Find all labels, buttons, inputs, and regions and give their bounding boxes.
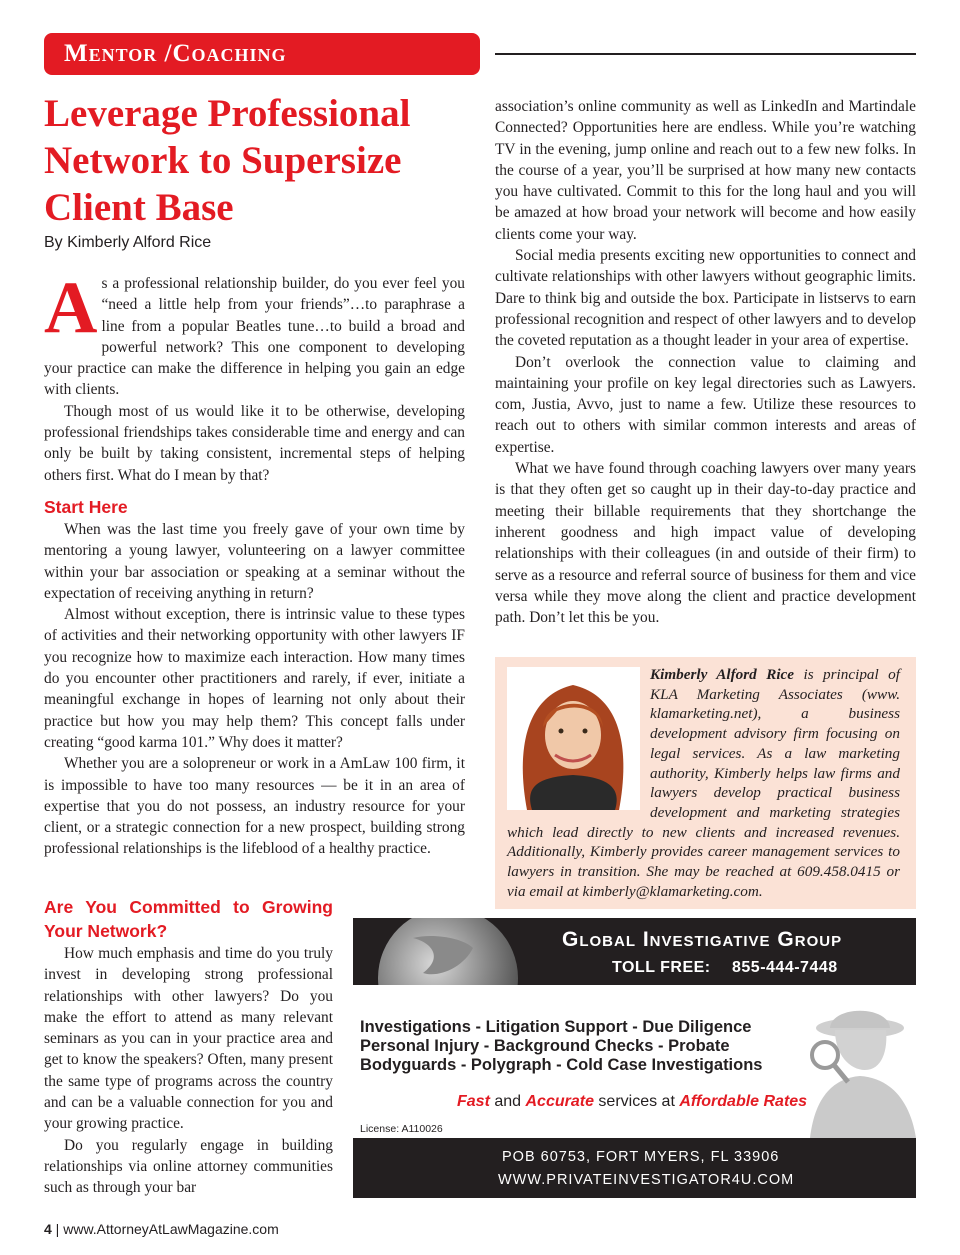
right-paragraph-2: Social media presents exciting new opportunities to connect and cultivate relationships with other lawyers without geographic limits. Dare to think big and outside the box. Participate in listservs to earn professional recognition and respect of other lawyers and to develop the coveted reputation as a thought leader in your area of expertise. (495, 247, 916, 350)
author-bio-text (507, 665, 900, 901)
ad-license: License: A110026 (360, 1123, 443, 1135)
start-paragraph-3: Whether you are a solopreneur or work in a AmLaw 100 firm, it is impossible to have too many resources — be it in an area of expertise that you do not possess, an industry resource for your client, or a strategic connection for a new prospect, building strong professional relationships is the lifeblood of a healthy practice. (44, 755, 465, 858)
ad-address: POB 60753, FORT MYERS, FL 33906 (502, 1149, 780, 1165)
start-paragraph-2: Almost without exception, there is intrinsic value to these types of activities and their networking opportunity with other lawyers IF you recognize how to maximize each interaction. How many times do you encounter other practitioners and rarely, if ever, initiate a meaningful exchange in hopes of learning not only about their practice but how you may help them? This concept falls under creating “good karma 101.” Why does it matter? (44, 606, 465, 751)
left-column-narrow (44, 895, 333, 1199)
author-bio-description: is principal of KLA Marketing Associates (www. klamarketing.net), a business development advisory firm focusing on legal services. As a law marketing authority, Kimberly helps law firms and lawyers develop practical business development and marketing strategies which lead directly to new clients and increased revenues. Additionally, Kimberly provides career management services to lawyers in transition. She may be reached at 609.458.0415 or via email at kimberly@klamarketing.com. (507, 666, 900, 900)
ad-services-line-3: Bodyguards - Polygraph - Cold Case Investigations (360, 1056, 763, 1074)
ad-services-line-1: Investigations - Litigation Support - Due Diligence (360, 1018, 752, 1036)
ad-website[interactable]: WWW.PRIVATEINVESTIGATOR4U.COM (498, 1172, 795, 1188)
detective-silhouette-icon (790, 1000, 916, 1138)
ad-services-line-2: Personal Injury - Background Checks - Probate (360, 1037, 730, 1055)
ad-tagline: Fast and Accurate services at Affordable Rates (457, 1093, 808, 1110)
photo-spacer (507, 665, 650, 815)
committed-paragraph-1: How much emphasis and time do you truly invest in developing strong professional relationships with other lawyers? Do you make the effort to attend as many relevant seminars as you can in your practice area and get to know the speakers? Often, many present the same type of programs across the country and can be a valuable connection for you and your growing practice. (44, 945, 333, 1133)
article-byline: By Kimberly Alford Rice (44, 234, 212, 251)
page-footer (44, 1221, 279, 1237)
header-rule (495, 53, 916, 55)
right-paragraph-4: What we have found through coaching lawyers over many years is that they often get so caught up in their day-to-day practice and meeting their billable requirements that they shortchange the inherent goodness and high impact value of developing relationships with their colleagues (in and outside of their firm) to serve as a resource and referral source of business for them and vice versa while they move along the client and practice development path. Don’t let this be you. (495, 460, 916, 627)
right-paragraph-3: Don’t overlook the connection value to claiming and maintaining your profile on key legal directories such as Lawyers. com, Justia, Avvo, just to name a few. Utilize these resources to reach out to others with similar common interests and areas of expertise. (495, 353, 916, 456)
left-column (44, 267, 465, 860)
section-banner: Mentor /Coaching (44, 33, 480, 75)
page-number: 4 (44, 1221, 52, 1237)
ad-company-name: Global Investigative Group (562, 928, 843, 951)
right-paragraph-1: association’s online community as well as LinkedIn and Martindale Connected? Opportunities here are endless. While you’re watching TV in the evening, jump online and reach out to a few new folks. In the course of a year, you’ll be surprised at how many new contacts you have cultivated. Commit to this for the long haul and you will be amazed at how broad your network will become and how easily clients come your way. (495, 98, 916, 243)
footer-site-link[interactable]: www.AttorneyAtLawMagazine.com (63, 1221, 279, 1237)
heading-committed: Are You Committed to Growing Your Network? (44, 897, 333, 941)
ad-tollfree-number[interactable]: 855-444-7448 (732, 959, 838, 976)
footer-separator: | (51, 1221, 64, 1237)
author-bio-name: Kimberly Alford Rice (650, 666, 795, 683)
ad-tollfree-label: TOLL FREE: (612, 959, 711, 976)
intro-paragraph-2: Though most of us would like it to be otherwise, developing professional friendships takes considerable time and energy and can only be built by taking consistent, incremental steps of helping others first. What do I mean by that? (44, 402, 465, 484)
committed-paragraph-2: Do you regularly engage in building relationships via online attorney communities such as through your bar (44, 1136, 333, 1197)
ad-footer (353, 1138, 916, 1198)
right-column (495, 96, 916, 628)
article-title: Leverage Professional Network to Supersize Client Base (44, 92, 411, 229)
drop-cap: A (44, 267, 98, 349)
start-paragraph-1: When was the last time you freely gave of your own time by mentoring a young lawyer, volunteering on a lawyer committee within your bar association or speaking at a seminar without the expectation of receiving anything in return? (44, 520, 465, 602)
heading-start-here: Start Here (44, 496, 128, 517)
intro-paragraph-1: As a professional relationship builder, do you ever feel you “need a little help from your friends”…to paraphrase a line from a popular Beatles tune…to build a broad and powerful network? This one component to developing your practice can make the difference in helping you gain an edge with clients. (44, 267, 465, 399)
